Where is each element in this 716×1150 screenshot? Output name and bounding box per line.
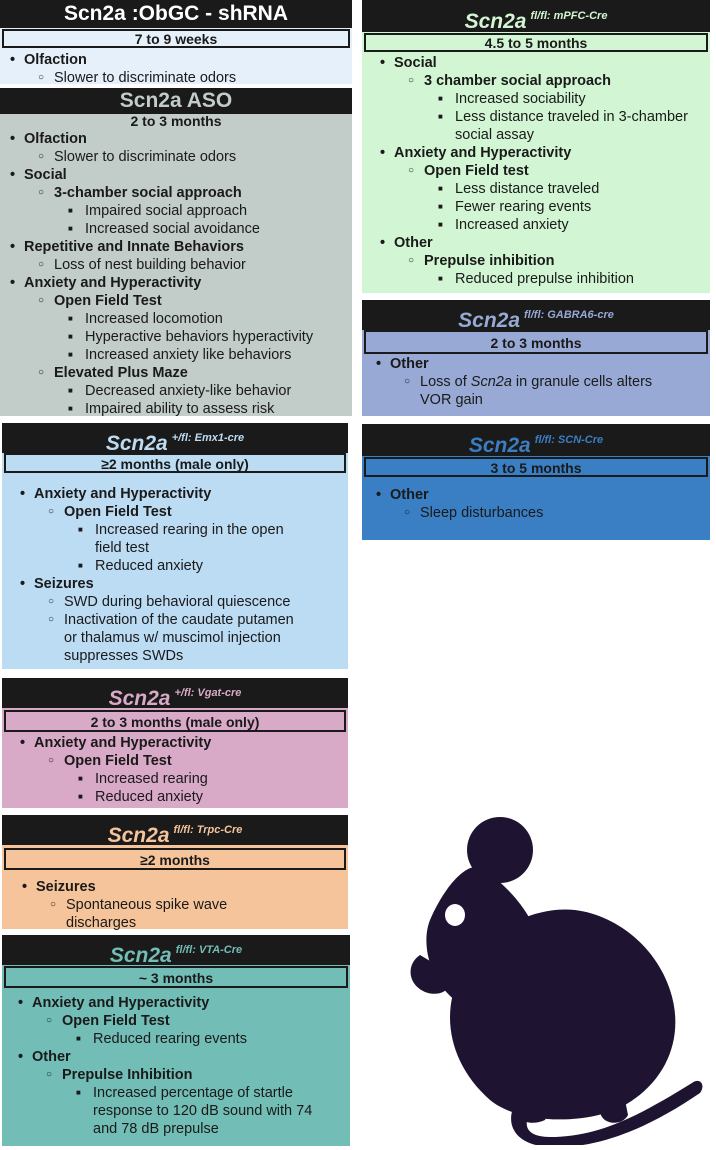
card-header (362, 424, 710, 456)
finding: ○ Loss of nest building behavior (2, 256, 346, 274)
finding: ■ Increased anxiety like behaviors (2, 346, 346, 364)
finding: ■ Hyperactive behaviors hyperactivity (2, 328, 346, 346)
finding: ■ Increased sociability (372, 90, 704, 108)
card-emx1 (2, 423, 348, 669)
finding: ■ Increased rearing (12, 770, 342, 788)
title-gene: Scn2a (107, 824, 170, 845)
category-social: • Social (2, 166, 346, 184)
mouse-silhouette-icon (400, 815, 710, 1145)
finding: ■ Fewer rearing events (372, 198, 704, 216)
finding: ■ Increased percentage of startle response to 120 dB sound with 74 and 78 dB prepulse (10, 1084, 333, 1138)
title-gene: Scn2a (109, 944, 172, 965)
category-anxiety: • Anxiety and Hyperactivity (2, 274, 346, 292)
card-trpc (2, 815, 348, 929)
finding-text: in granule cells alters VOR gain (420, 374, 653, 408)
age-label: ~ 3 months (4, 966, 348, 988)
title-model: +/fl: Emx1-cre (171, 432, 245, 444)
card-header (362, 300, 710, 330)
card-vgat (2, 678, 348, 808)
finding: ■ Reduced anxiety (12, 788, 342, 806)
finding: ■ Impaired social approach (2, 202, 346, 220)
card-aso (0, 88, 352, 416)
title-model: fl/fl: GABRA6-cre (524, 309, 614, 321)
card-header (2, 678, 348, 708)
test-open-field: ○ Open Field Test (12, 752, 342, 770)
category-olfaction: • Olfaction (2, 130, 346, 148)
finding: ○ Sleep disturbances (368, 504, 704, 522)
title-gene: Scn2a (105, 432, 168, 453)
card-header: Scn2a :ObGC - shRNA (0, 0, 352, 28)
category-other: • Other (10, 1048, 344, 1066)
finding: ■ Less distance traveled (372, 180, 704, 198)
finding: ■ Less distance traveled in 3-chamber social assay (372, 108, 710, 144)
category-seizures: • Seizures (14, 878, 342, 896)
title-gene: Scn2a (464, 10, 527, 32)
category-repetitive: • Repetitive and Innate Behaviors (2, 238, 346, 256)
age-label: 2 to 3 months (364, 330, 708, 354)
test-open-field: ○ Open Field Test (2, 292, 346, 310)
age-label: 2 to 3 months (male only) (4, 710, 346, 732)
finding: ○ Inactivation of the caudate putamen or thalamus w/ muscimol injection suppresses SWDs (12, 611, 294, 665)
category-social: • Social (372, 54, 704, 72)
test-open-field: ○ Open Field Test (12, 503, 342, 521)
title-model: fl/fl: SCN-Cre (534, 434, 604, 446)
category-anxiety: • Anxiety and Hyperactivity (12, 485, 342, 503)
gene-name: Scn2a (470, 374, 512, 390)
category-seizures: • Seizures (12, 575, 342, 593)
age-label: 2 to 3 months (0, 114, 352, 130)
title-gene: Scn2a (468, 434, 531, 456)
card-mpfc (362, 0, 710, 293)
title-model: fl/fl: mPFC-Cre (530, 10, 608, 22)
finding: ■ Increased anxiety (372, 216, 704, 234)
card-obgc-shrna (0, 0, 352, 84)
card-gabra6 (362, 300, 710, 416)
age-label: ≥2 months (male only) (4, 453, 346, 473)
card-header (362, 0, 710, 32)
card-vta (2, 935, 350, 1146)
category-other: • Other (372, 234, 704, 252)
category-other: • Other (368, 355, 704, 373)
finding: ■ Increased rearing in the open field test (12, 521, 285, 557)
card-header (2, 815, 348, 845)
card-header (2, 935, 350, 965)
card-header: Scn2a ASO (0, 88, 352, 114)
finding: ■ Increased locomotion (2, 310, 346, 328)
category-other: • Other (368, 486, 704, 504)
finding (368, 373, 680, 409)
finding-odors: ○ Slower to discriminate odors (2, 69, 346, 87)
category-anxiety: • Anxiety and Hyperactivity (372, 144, 704, 162)
age-label: 3 to 5 months (364, 457, 708, 477)
title-model: fl/fl: Trpc-Cre (173, 824, 243, 836)
age-label: ≥2 months (4, 848, 346, 870)
card-header (2, 423, 348, 453)
finding: ■ Reduced rearing events (10, 1030, 344, 1048)
card-scn (362, 424, 710, 540)
age-label: 4.5 to 5 months (364, 33, 708, 52)
test-3chamber: ○ 3-chamber social approach (2, 184, 346, 202)
finding: ○ SWD during behavioral quiescence (12, 593, 342, 611)
finding: ■ Impaired ability to assess risk (2, 400, 346, 418)
test-open-field: ○ Open Field Test (10, 1012, 344, 1030)
test-ppi: ○ Prepulse inhibition (372, 252, 704, 270)
title-gene: Scn2a (458, 309, 521, 330)
finding: ○ Slower to discriminate odors (2, 148, 346, 166)
title-model: +/fl: Vgat-cre (174, 687, 242, 699)
finding-text: Loss of (420, 374, 471, 390)
finding: ■ Increased social avoidance (2, 220, 346, 238)
test-epm: ○ Elevated Plus Maze (2, 364, 346, 382)
finding: ■ Reduced anxiety (12, 557, 342, 575)
title-model: fl/fl: VTA-Cre (175, 944, 243, 956)
finding: ■ Reduced prepulse inhibition (372, 270, 704, 288)
test-3chamber: ○ 3 chamber social approach (372, 72, 704, 90)
finding: ■ Decreased anxiety-like behavior (2, 382, 346, 400)
category-olfaction: • Olfaction (2, 51, 346, 69)
category-anxiety: • Anxiety and Hyperactivity (10, 994, 344, 1012)
age-label: 7 to 9 weeks (2, 29, 350, 48)
category-anxiety: • Anxiety and Hyperactivity (12, 734, 342, 752)
test-ppi: ○ Prepulse Inhibition (10, 1066, 344, 1084)
title-gene: Scn2a (108, 687, 171, 708)
test-open-field: ○ Open Field test (372, 162, 704, 180)
finding: ○ Spontaneous spike wave discharges (14, 896, 276, 932)
